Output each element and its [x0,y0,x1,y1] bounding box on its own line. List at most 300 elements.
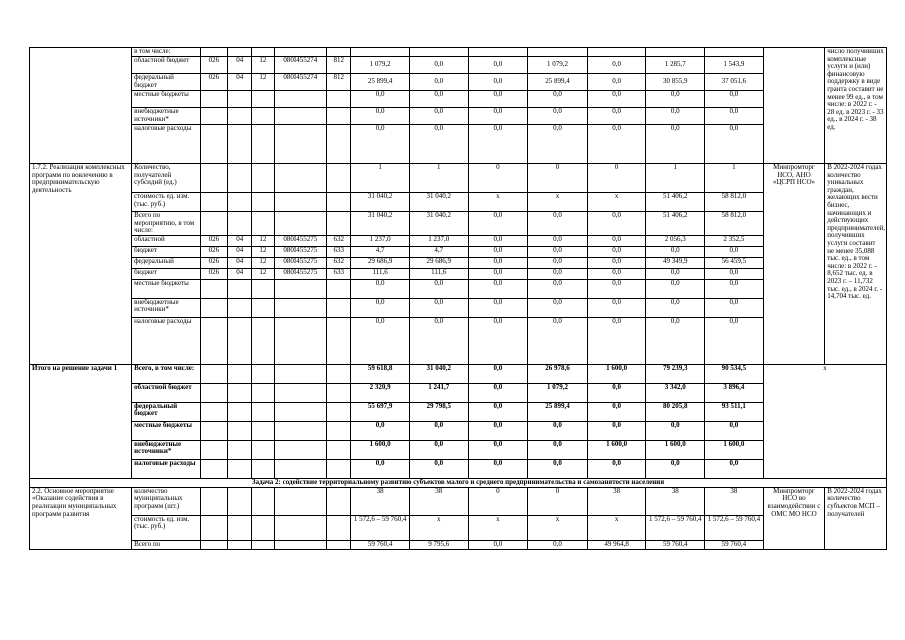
value-cell: 1 079,2 [351,57,410,74]
value-cell: 0,0 [409,459,468,478]
value-cell: 0,0 [351,317,410,364]
code-cell [327,125,351,164]
value-cell: 0,0 [528,421,588,440]
value-cell: 0,0 [351,298,410,317]
value-cell: 1 285,7 [646,57,705,74]
value-cell: 0,0 [468,279,528,298]
code-cell [274,487,327,515]
value-cell: 4,7 [351,246,410,257]
value-cell: 0,0 [587,257,646,268]
value-cell: 0,0 [528,440,588,459]
code-cell [327,212,351,236]
code-cell [228,402,252,421]
value-cell: 0 [468,487,528,515]
table-row [30,440,887,459]
value-cell: 0,0 [705,125,764,164]
code-cell: 04 [228,57,252,74]
code-cell: 632 [327,257,351,268]
value-cell: 0,0 [646,421,705,440]
code-cell [228,212,252,236]
code-cell: 812 [327,74,351,91]
code-cell: 12 [252,74,274,91]
code-cell [228,298,252,317]
value-cell: 1 [705,164,764,193]
code-cell [274,515,327,540]
blank-title-cell [30,48,132,164]
row-label-cell: Всего по мероприятию, в том числе: [132,212,201,236]
code-cell [252,364,274,383]
code-cell [228,364,252,383]
code-cell [228,164,252,193]
value-cell: 38 [409,487,468,515]
value-cell: 0,0 [409,91,468,108]
row-label-cell: внебюджетные источники* [132,440,201,459]
code-cell [228,421,252,440]
code-cell: 080I455275 [274,257,327,268]
value-cell: 1 600,0 [587,364,646,383]
row-label-cell: количество муниципальных программ (шт.) [132,487,201,515]
value-cell: 29 686,9 [409,257,468,268]
value-cell [528,48,588,57]
value-cell: 55 697,9 [351,402,410,421]
code-cell [274,125,327,164]
code-cell [252,317,274,364]
code-cell [327,317,351,364]
row-label-cell: областной бюджет [132,383,201,402]
value-cell: 25 899,4 [351,74,410,91]
code-cell [200,515,227,540]
value-cell [646,48,705,57]
code-cell [200,383,227,402]
code-cell [200,212,227,236]
code-cell: 812 [327,57,351,74]
table-row [30,193,887,212]
code-cell [327,540,351,549]
code-cell [327,364,351,383]
value-cell: 49 964,8 [587,540,646,549]
total-title-cell: Итого на решение задачи 1 [30,364,132,478]
task-header-cell: Задача 2: содействие территориальному развитию субъектов малого и среднего предпринимательства и самозанятости населения [30,478,887,487]
value-cell: 0,0 [351,459,410,478]
code-cell [252,164,274,193]
value-cell: 0,0 [468,402,528,421]
code-cell [274,298,327,317]
code-cell [274,383,327,402]
value-cell: 0,0 [528,235,588,246]
value-cell: 1 572,6 – 59 760,4 [705,515,764,540]
value-cell: 0,0 [528,298,588,317]
result-note-cell: x [763,364,886,478]
value-cell: 0,0 [409,421,468,440]
value-cell: 0,0 [705,91,764,108]
value-cell: 25 899,4 [528,402,588,421]
value-cell: 0,0 [587,279,646,298]
value-cell: 0,0 [528,91,588,108]
value-cell: 80 205,8 [646,402,705,421]
code-cell [228,317,252,364]
value-cell: 0,0 [468,212,528,236]
value-cell: 51 406,2 [646,193,705,212]
value-cell: 29 798,5 [409,402,468,421]
value-cell: 0,0 [646,317,705,364]
table-row [30,235,887,246]
value-cell: 31 040,2 [409,193,468,212]
value-cell: x [468,193,528,212]
table-row [30,57,887,74]
code-cell [327,193,351,212]
value-cell: 1 600,0 [705,440,764,459]
code-cell [252,515,274,540]
value-cell: 0,0 [705,459,764,478]
code-cell: 633 [327,268,351,279]
value-cell: 0,0 [587,57,646,74]
code-cell [200,487,227,515]
value-cell: 9 795,6 [409,540,468,549]
code-cell [274,108,327,125]
value-cell: 0,0 [528,317,588,364]
value-cell [351,48,410,57]
code-cell [252,421,274,440]
code-cell [228,125,252,164]
value-cell: 0,0 [468,383,528,402]
code-cell: 04 [228,74,252,91]
value-cell: 0,0 [468,91,528,108]
code-cell [327,48,351,57]
value-cell: 0,0 [528,212,588,236]
value-cell: 93 511,1 [705,402,764,421]
code-cell [200,440,227,459]
code-cell [274,364,327,383]
value-cell: 2 056,3 [646,235,705,246]
value-cell: 0,0 [468,57,528,74]
code-cell [228,383,252,402]
code-cell [252,91,274,108]
code-cell [228,91,252,108]
value-cell: 0 [528,164,588,193]
code-cell [327,487,351,515]
value-cell: 0,0 [409,279,468,298]
value-cell: 0,0 [528,268,588,279]
value-cell: 59 618,8 [351,364,410,383]
table-row [30,364,887,383]
code-cell [327,383,351,402]
value-cell: 0,0 [705,246,764,257]
code-cell: 12 [252,246,274,257]
value-cell: 0,0 [351,279,410,298]
code-cell: 080I455275 [274,235,327,246]
code-cell: 026 [200,257,227,268]
code-cell [327,298,351,317]
result-note-cell: В 2022-2024 годах количество субъектов МСП – получателей [825,487,887,549]
value-cell: 0,0 [409,125,468,164]
value-cell: 56 459,5 [705,257,764,268]
row-label-cell: налоговые расходы [132,317,201,364]
value-cell: 37 051,6 [705,74,764,91]
code-cell: 026 [200,74,227,91]
value-cell: 0,0 [468,235,528,246]
value-cell: 31 040,2 [351,212,410,236]
value-cell: 0,0 [351,91,410,108]
code-cell [274,440,327,459]
code-cell [200,421,227,440]
row-label-cell: федеральный [132,257,201,268]
code-cell [228,515,252,540]
code-cell [228,440,252,459]
value-cell: 0,0 [528,108,588,125]
value-cell: 0,0 [587,91,646,108]
value-cell [587,48,646,57]
code-cell [274,402,327,421]
code-cell [327,164,351,193]
value-cell: 90 534,5 [705,364,764,383]
value-cell: 0,0 [409,57,468,74]
executor-cell [763,48,825,164]
code-cell [327,440,351,459]
code-cell: 026 [200,268,227,279]
row-label-cell: федеральный бюджет [132,402,201,421]
value-cell: 59 760,4 [351,540,410,549]
row-label-cell: в том числе: [132,48,201,57]
value-cell: 0 [468,164,528,193]
table-row [30,91,887,108]
value-cell: 38 [587,487,646,515]
measure-title-cell: 2.2. Основное мероприятие «Оказание содействия в реализации муниципальных программ развития [30,487,132,549]
table-row [30,478,887,487]
value-cell: 0,0 [528,279,588,298]
value-cell: 0,0 [468,459,528,478]
value-cell: 4,7 [409,246,468,257]
result-note-cell: В 2022-2024 годах количество уникальных граждан, желающих вести бизнес, начинающих и действующих предпринимателей, получивших услуги составит не менее 35,088 тыс. ед., в том числе: в 2022 г. - 8,652 тыс. ед. в 2023 г. – 11,732 тыс. ед., в 2024 г. - 14,704 тыс. ед. [825,164,887,365]
code-cell: 026 [200,246,227,257]
value-cell: 0,0 [468,108,528,125]
value-cell: 0,0 [351,108,410,125]
code-cell: 04 [228,257,252,268]
value-cell: 58 812,0 [705,212,764,236]
value-cell: 58 812,0 [705,193,764,212]
code-cell [327,91,351,108]
code-cell [252,212,274,236]
code-cell: 080I455274 [274,74,327,91]
value-cell: 1 [351,164,410,193]
value-cell: 0,0 [351,125,410,164]
code-cell [252,298,274,317]
row-label-cell: областной [132,235,201,246]
table-row [30,402,887,421]
code-cell: 12 [252,268,274,279]
code-cell [327,402,351,421]
code-cell [274,48,327,57]
value-cell [468,48,528,57]
value-cell: 0,0 [468,268,528,279]
value-cell: 2 352,5 [705,235,764,246]
row-label-cell: налоговые расходы [132,459,201,478]
value-cell: 1 237,0 [351,235,410,246]
code-cell [252,383,274,402]
value-cell: 1 241,7 [409,383,468,402]
code-cell: 12 [252,235,274,246]
value-cell: 0,0 [646,125,705,164]
code-cell: 080I455274 [274,57,327,74]
value-cell: 0,0 [646,246,705,257]
value-cell: x [587,193,646,212]
code-cell [200,317,227,364]
code-cell [200,459,227,478]
value-cell: 0,0 [705,317,764,364]
measure-title-cell: 1.7.2. Реализация комплексных программ по вовлечению в предпринимательскую деятельность [30,164,132,365]
result-note-cell: число получивших комплексные услуги и (или) финансовую поддержку в виде гранта составит не менее 99 ед., в том числе: в 2022 г. - 28 ед. в 2023 г. - 33 ед., в 2024 г. - 38 ед. [825,48,887,164]
code-cell: 026 [200,57,227,74]
value-cell: 0,0 [528,246,588,257]
value-cell: 1 600,0 [351,440,410,459]
table-row [30,257,887,268]
code-cell [274,91,327,108]
code-cell [228,459,252,478]
code-cell [274,317,327,364]
code-cell [252,108,274,125]
value-cell: x [528,515,588,540]
value-cell: 1 600,0 [587,440,646,459]
code-cell [200,193,227,212]
value-cell: 38 [646,487,705,515]
table-row [30,164,887,193]
code-cell [327,459,351,478]
value-cell: 0,0 [468,298,528,317]
value-cell: 25 899,4 [528,74,588,91]
value-cell: 0,0 [409,74,468,91]
value-cell: 0,0 [587,74,646,91]
code-cell: 04 [228,235,252,246]
value-cell: 0,0 [468,440,528,459]
value-cell: 1 [646,164,705,193]
value-cell: 49 349,9 [646,257,705,268]
code-cell: 04 [228,268,252,279]
code-cell [200,108,227,125]
value-cell: 0,0 [705,268,764,279]
code-cell: 080I455275 [274,268,327,279]
table-row [30,540,887,549]
budget-table [29,47,887,550]
value-cell: 0,0 [468,246,528,257]
code-cell: 12 [252,57,274,74]
value-cell: 0,0 [705,421,764,440]
code-cell [252,459,274,478]
value-cell: 0,0 [468,317,528,364]
value-cell: 0,0 [468,421,528,440]
code-cell [200,298,227,317]
code-cell [228,279,252,298]
table-row [30,125,887,164]
code-cell: 633 [327,246,351,257]
value-cell: 38 [351,487,410,515]
code-cell [252,48,274,57]
table-row [30,459,887,478]
value-cell: 0,0 [646,108,705,125]
value-cell: 0 [587,164,646,193]
code-cell: 080I455275 [274,246,327,257]
row-label-cell: Всего по [132,540,201,549]
value-cell: 0,0 [587,125,646,164]
code-cell [327,421,351,440]
row-label-cell: внебюджетные источники* [132,298,201,317]
value-cell: 0,0 [409,440,468,459]
code-cell [327,108,351,125]
code-cell [200,91,227,108]
row-label-cell: бюджет [132,246,201,257]
value-cell: 2 320,9 [351,383,410,402]
code-cell [274,212,327,236]
value-cell: 1 237,0 [409,235,468,246]
row-label-cell: внебюджетные источники* [132,108,201,125]
value-cell: 1 079,2 [528,383,588,402]
value-cell: 0,0 [409,108,468,125]
code-cell [228,487,252,515]
row-label-cell: местные бюджеты [132,421,201,440]
row-label-cell: местные бюджеты [132,279,201,298]
table-row [30,212,887,236]
value-cell: 59 760,4 [646,540,705,549]
code-cell: 12 [252,257,274,268]
value-cell: 1 572,6 – 59 760,4 [351,515,410,540]
code-cell [327,515,351,540]
value-cell: x [409,515,468,540]
row-label-cell: стоимость ед. изм. (тыс. руб.) [132,515,201,540]
table-row [30,48,887,57]
code-cell [274,540,327,549]
value-cell: 0,0 [587,298,646,317]
code-cell [200,48,227,57]
value-cell: 0,0 [587,246,646,257]
value-cell: 59 760,4 [705,540,764,549]
value-cell: 0,0 [587,235,646,246]
code-cell [252,540,274,549]
value-cell: 26 978,6 [528,364,588,383]
table-row [30,383,887,402]
value-cell: 0,0 [646,279,705,298]
code-cell [274,193,327,212]
value-cell: x [587,515,646,540]
value-cell: 0,0 [587,268,646,279]
code-cell [274,459,327,478]
value-cell: 111,6 [351,268,410,279]
code-cell [228,48,252,57]
value-cell [409,48,468,57]
value-cell: 30 855,9 [646,74,705,91]
value-cell: 0,0 [587,212,646,236]
value-cell: 1 [409,164,468,193]
row-label-cell: стоимость ед. изм. (тыс. руб.) [132,193,201,212]
value-cell: 0 [528,487,588,515]
code-cell [252,125,274,164]
code-cell [274,421,327,440]
value-cell: 1 572,6 – 59 760,4 [646,515,705,540]
table-row [30,74,887,91]
row-label-cell: Количество, получателей субсидий (ед.) [132,164,201,193]
code-cell [200,125,227,164]
value-cell: 0,0 [646,459,705,478]
code-cell [274,164,327,193]
table-row [30,298,887,317]
value-cell: 79 239,3 [646,364,705,383]
value-cell: 0,0 [705,279,764,298]
code-cell [228,108,252,125]
value-cell: 38 [705,487,764,515]
value-cell: 0,0 [587,108,646,125]
table-row [30,246,887,257]
code-cell [252,279,274,298]
value-cell: 0,0 [528,459,588,478]
value-cell: 3 896,4 [705,383,764,402]
value-cell: 1 600,0 [646,440,705,459]
